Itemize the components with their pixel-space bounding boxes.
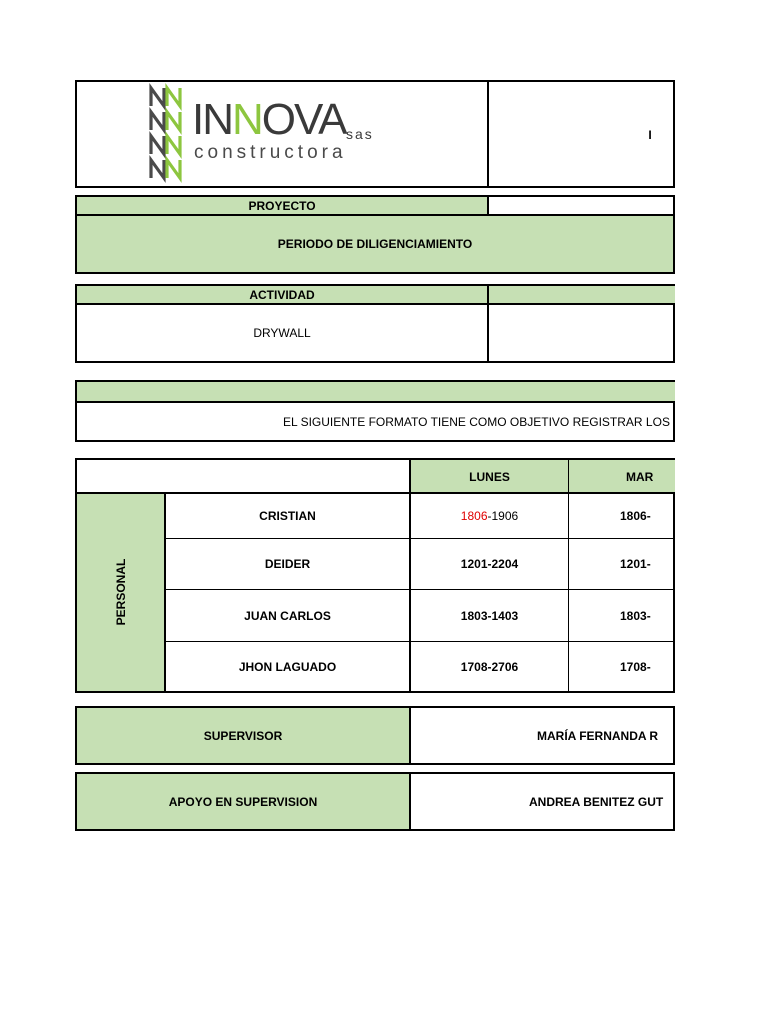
day-header-lunes: LUNES	[411, 460, 568, 493]
table-row-name: CRISTIAN	[259, 509, 316, 523]
table-row-martes: 1806-	[620, 509, 651, 523]
day-header-martes: MAR	[569, 460, 675, 493]
company-logo	[146, 84, 386, 184]
table-row-lunes: 1201-2204	[460, 557, 519, 571]
supervisor-divider	[409, 706, 411, 765]
logo-suffix: sas	[346, 126, 374, 142]
logo-tagline: constructora	[194, 142, 347, 163]
logo-mark-icon	[146, 84, 186, 180]
table-row-martes: 1201-	[620, 557, 651, 571]
supervisor-value: MARÍA FERNANDA R	[537, 728, 659, 743]
table-row-lunes: 1803-1403	[460, 608, 519, 623]
table-row-martes: 1708-	[620, 659, 651, 674]
table-row-name: JHON LAGUADO	[238, 659, 337, 674]
header-divider	[487, 80, 489, 188]
actividad-value: DRYWALL	[253, 326, 311, 340]
table-row-lunes: 1708-2706	[460, 659, 519, 674]
support-label: APOYO EN SUPERVISION	[77, 774, 409, 829]
actividad-label-right	[489, 286, 675, 303]
support-divider	[409, 772, 411, 831]
personal-side-label: PERSONAL	[114, 558, 128, 626]
lunes-rest: -1906	[487, 509, 519, 523]
supervisor-label: SUPERVISOR	[77, 708, 409, 763]
lunes-highlight: 1806	[460, 509, 488, 523]
activity-col-divider	[487, 284, 489, 363]
header-title-fragment: I	[648, 128, 652, 142]
support-value: ANDREA BENITEZ GUT	[529, 794, 664, 809]
table-row-martes: 1803-	[620, 608, 651, 623]
table-row-lunes	[411, 494, 568, 538]
notice-header	[77, 382, 675, 401]
periodo-label: PERIODO DE DILIGENCIAMIENTO	[77, 216, 673, 272]
notice-text: EL SIGUIENTE FORMATO TIENE COMO OBJETIVO REGISTRAR LOS	[283, 414, 670, 429]
table-row-name: DEIDER	[264, 557, 311, 571]
actividad-label: ACTIVIDAD	[77, 286, 487, 303]
table-row-name: JUAN CARLOS	[244, 608, 331, 623]
logo-brand	[192, 95, 346, 144]
proyecto-label: PROYECTO	[77, 197, 487, 214]
project-col-divider	[487, 195, 489, 215]
logo-brand-text: INNOVA	[192, 95, 346, 144]
